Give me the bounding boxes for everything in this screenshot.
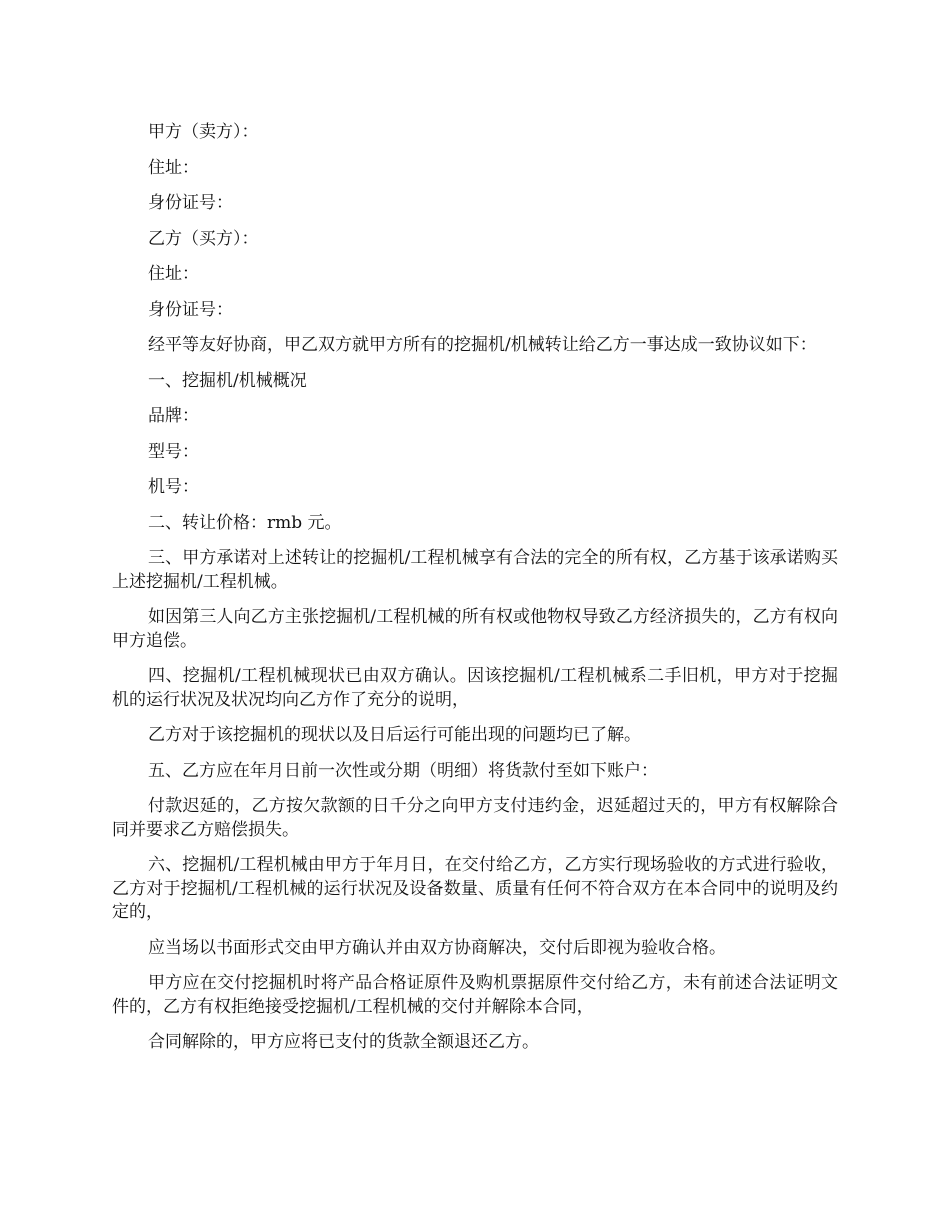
refund-clause: 合同解除的，甲方应将已支付的货款全额退还乙方。: [148, 1032, 539, 1052]
machine-number-field: 机号：: [148, 477, 199, 497]
party-a-label: 甲方（卖方）：: [148, 122, 259, 142]
agreement-preamble: 经平等友好协商，甲乙双方就甲方所有的挖掘机/机械转让给乙方一事达成一致协议如下：: [148, 335, 817, 355]
inspection-clause: 应当场以书面形式交由甲方确认并由双方协商解决，交付后即视为验收合格。: [148, 937, 726, 958]
section-6-delivery: 六、挖掘机/工程机械由甲方于年月日，在交付给乙方，乙方实行现场验收的方式进行验收，乙方对于挖掘机/工程机械的运行状况及设备数量、质量有任何不符合双方在本合同中的说明及约定的，: [112, 855, 838, 922]
model-field: 型号：: [148, 441, 199, 462]
section-5-payment: 五、乙方应在年月日前一次性或分期（明细）将货款付至如下账户：: [148, 760, 658, 781]
document-body: [112, 121, 838, 1067]
late-payment-clause: 付款迟延的，乙方按欠款额的日千分之向甲方支付违约金，迟延超过天的，甲方有权解除合同并要求乙方赔偿损失。: [112, 796, 838, 840]
brand-field: 品牌：: [148, 406, 199, 426]
section-1-heading: 一、挖掘机/机械概况: [148, 370, 307, 391]
section-3-ownership: 三、甲方承诺对上述转让的挖掘机/工程机械享有合法的完全的所有权，乙方基于该承诺购买上述挖掘机/工程机械。: [112, 548, 838, 592]
party-a-address: 住址：: [148, 157, 199, 178]
buyer-acknowledgement: 乙方对于该挖掘机的现状以及日后运行可能出现的问题均已了解。: [148, 725, 641, 745]
section-2-price: 二、转让价格：rmb 元。: [148, 512, 342, 533]
party-b-address: 住址：: [148, 264, 199, 284]
party-b-id-number: 身份证号：: [148, 299, 233, 320]
section-4-condition: 四、挖掘机/工程机械现状已由双方确认。因该挖掘机/工程机械系二手旧机，甲方对于挖掘机的运行状况及状况均向乙方作了充分的说明，: [112, 666, 838, 710]
documents-delivery-clause: 甲方应在交付挖掘机时将产品合格证原件及购机票据原件交付给乙方，未有前述合法证明文件的，乙方有权拒绝接受挖掘机/工程机械的交付并解除本合同，: [112, 973, 838, 1017]
party-b-label: 乙方（买方）：: [148, 228, 259, 249]
party-a-id-number: 身份证号：: [148, 193, 233, 213]
third-party-claim-clause: 如因第三人向乙方主张挖掘机/工程机械的所有权或他物权导致乙方经济损失的，乙方有权向甲方追偿。: [112, 607, 838, 651]
